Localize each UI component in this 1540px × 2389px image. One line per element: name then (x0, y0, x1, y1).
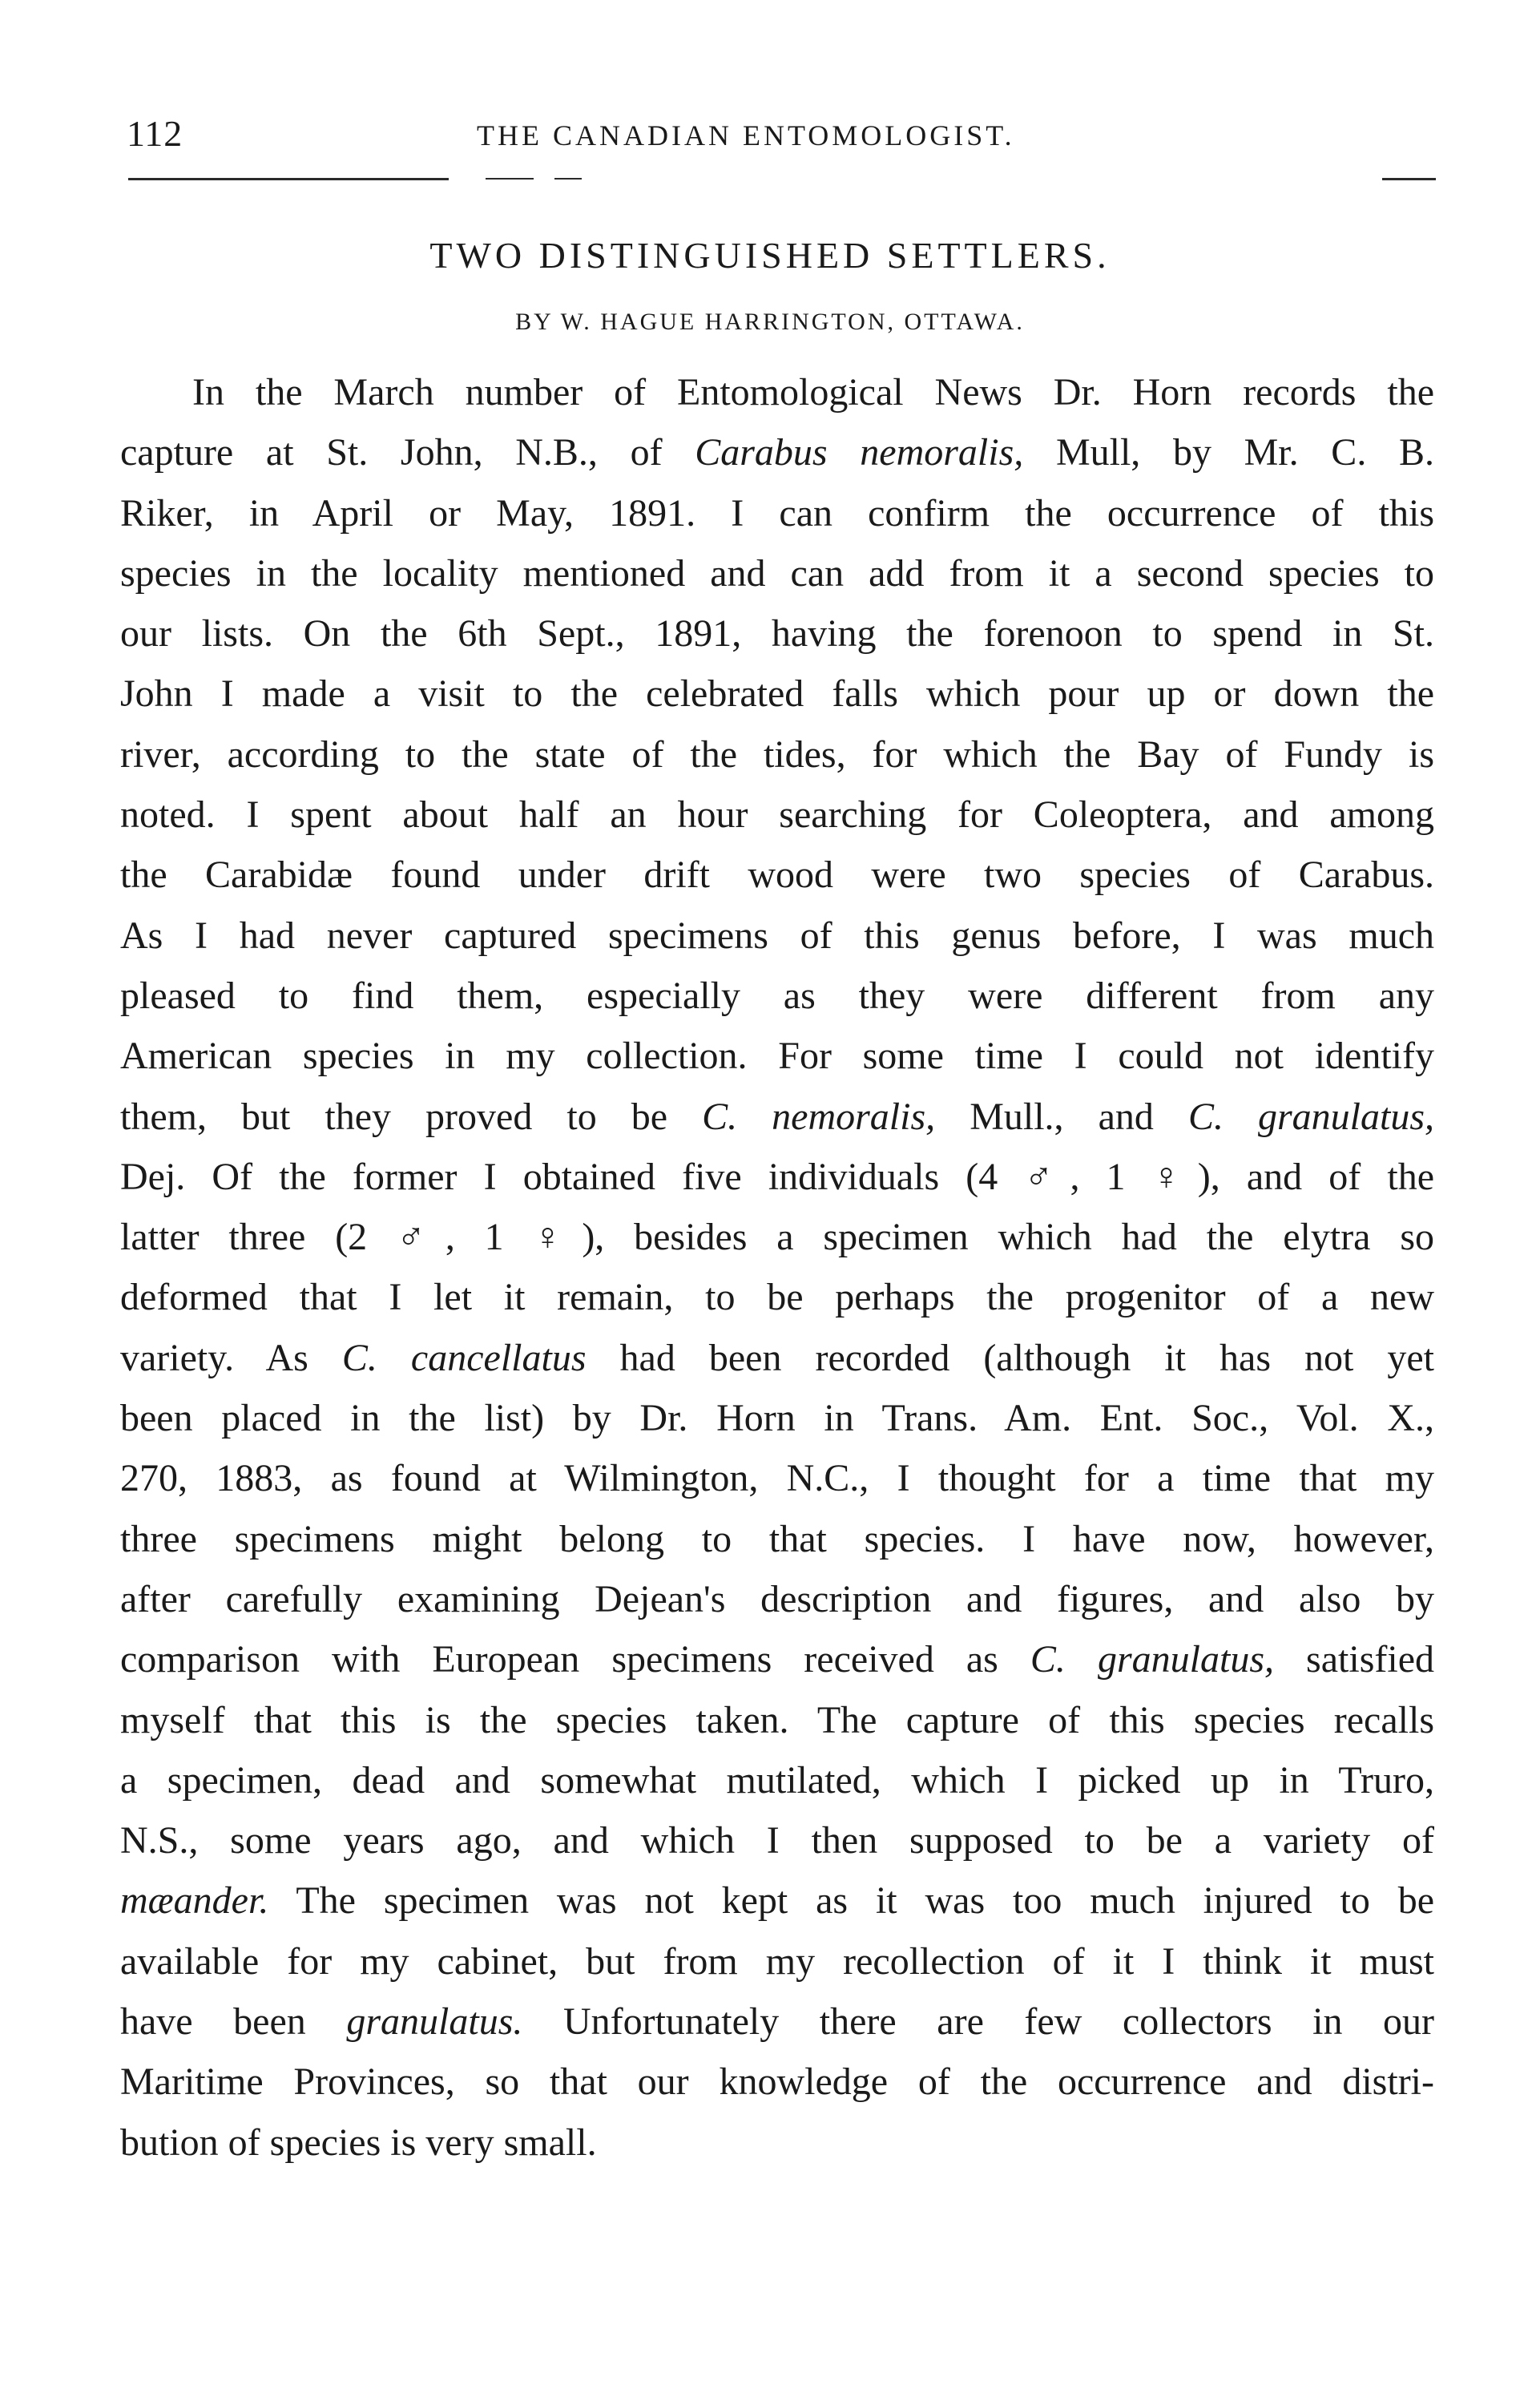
text-line: our lists. On the 6th Sept., 1891, having the forenoon to spend in St. (120, 612, 1434, 656)
text-line: As I had never captured specimens of this genus before, I was much (120, 914, 1434, 957)
species-name: C. granulatus, (1030, 1638, 1274, 1681)
species-name: C. nemoralis, (702, 1095, 936, 1138)
running-head: THE CANADIAN ENTOMOLOGIST. (477, 119, 1015, 151)
species-name: mæander. (120, 1879, 269, 1923)
text-line: variety. As C. cancellatus had been recorded (although it has not yet (120, 1336, 1435, 1379)
text-line: a specimen, dead and somewhat mutilated, which I picked up in Truro, (120, 1758, 1434, 1802)
species-name: C. granulatus, (1187, 1095, 1435, 1138)
species-name: granulatus. (346, 2000, 523, 2044)
text-line: been placed in the list) by Dr. Horn in Trans. Am. Ent. Soc., Vol. X., (120, 1397, 1434, 1440)
page-header (120, 112, 1434, 168)
article-title: TWO DISTINGUISHED SETTLERS. (429, 235, 1111, 276)
text-line: three specimens might belong to that species. I have now, however, (120, 1517, 1434, 1560)
header-rule (486, 178, 534, 180)
text-line: Riker, in April or May, 1891. I can confirm the occurrence of this (120, 491, 1434, 535)
text-line: deformed that I let it remain, to be perhaps the progenitor of a new (120, 1276, 1434, 1319)
header-rule (128, 178, 449, 180)
text-line: Maritime Provinces, so that our knowledge of the occurrence and distri- (120, 2060, 1434, 2104)
text-line: In the March number of Entomological News Dr. Horn records the (192, 371, 1434, 414)
text-line: myself that this is the species taken. The capture of this species recalls (120, 1698, 1434, 1741)
text-line: noted. I spent about half an hour searching for Coleoptera, and among (120, 793, 1434, 837)
species-name: C. cancellatus (341, 1336, 587, 1379)
text-line: after carefully examining Dejean's description and figures, and also by (120, 1577, 1434, 1620)
article-byline: BY W. HAGUE HARRINGTON, OTTAWA. (515, 309, 1025, 335)
article-body (120, 362, 1434, 2173)
text-line: latter three (2 ♂, 1 ♀), besides a specimen which had the elytra so (120, 1216, 1434, 1259)
text-line: species in the locality mentioned and can add from it a second species to (120, 551, 1434, 595)
text-line: pleased to find them, especially as they were different from any (120, 974, 1434, 1017)
text-line: them, but they proved to be C. nemoralis, Mull., and C. granulatus, (120, 1095, 1435, 1138)
text-line: N.S., some years ago, and which I then supposed to be a variety of (120, 1819, 1434, 1862)
text-line: have been granulatus. Unfortunately there are few collectors in our (120, 2000, 1434, 2044)
text-line: bution of species is very small. (120, 2121, 597, 2164)
text-line: capture at St. John, N.B., of Carabus nemoralis, Mull, by Mr. C. B. (120, 431, 1434, 474)
page-number: 112 (127, 113, 183, 154)
header-rule (554, 178, 582, 180)
text-line: available for my cabinet, but from my recollection of it I think it must (120, 1939, 1434, 1983)
header-rule (1382, 178, 1436, 180)
text-line: the Carabidæ found under drift wood were two species of Carabus. (120, 854, 1434, 897)
text-line: river, according to the state of the tides, for which the Bay of Fundy is (120, 732, 1434, 776)
text-line: comparison with European specimens received as C. granulatus, satisfied (120, 1638, 1434, 1681)
species-name: Carabus nemoralis, (695, 431, 1024, 474)
text-line: mæander. The specimen was not kept as it was too much injured to be (120, 1879, 1434, 1923)
text-line: 270, 1883, as found at Wilmington, N.C., I thought for a time that my (120, 1457, 1434, 1500)
text-line: Dej. Of the former I obtained five individuals (4 ♂, 1 ♀), and of the (120, 1155, 1434, 1198)
text-line: American species in my collection. For some time I could not identify (120, 1035, 1434, 1078)
text-line: John I made a visit to the celebrated falls which pour up or down the (120, 672, 1434, 716)
